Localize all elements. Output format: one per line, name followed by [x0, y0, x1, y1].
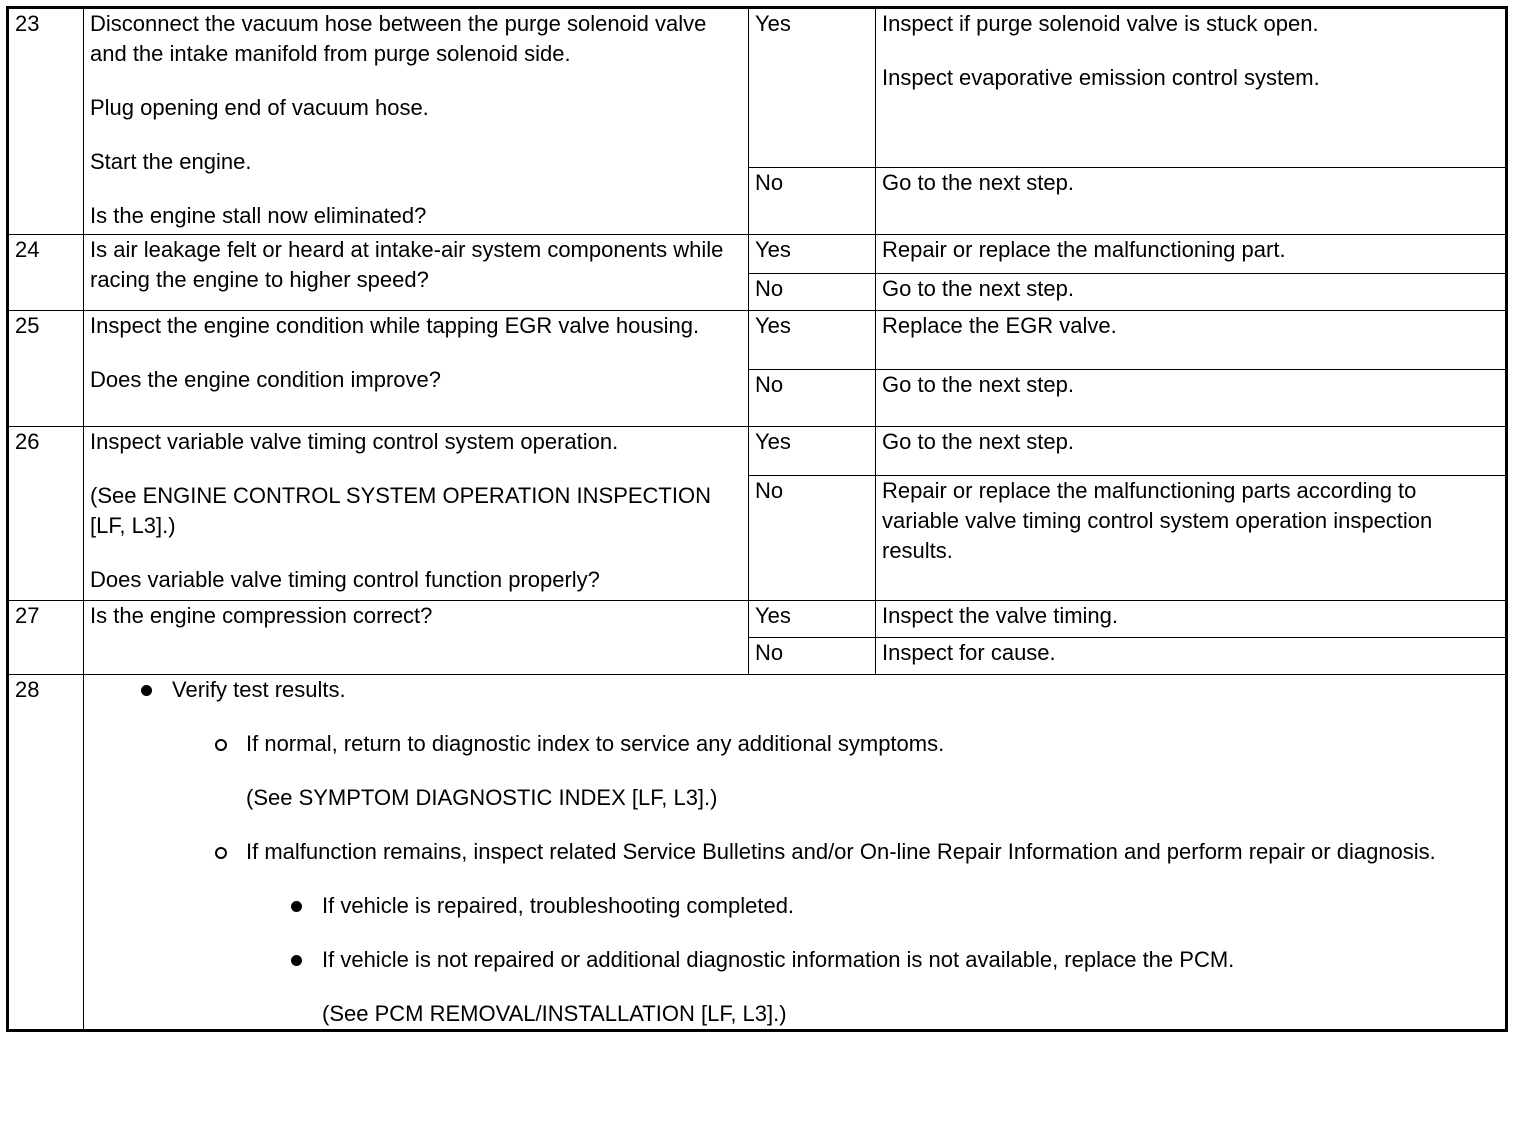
answer-no: No — [749, 168, 876, 235]
action-yes — [876, 311, 1507, 370]
question-text: Does variable valve timing control function properly? — [90, 567, 600, 592]
list-item — [90, 729, 1499, 813]
normal-text: If normal, return to diagnostic index to service any additional symptoms. — [246, 731, 945, 756]
action-no — [876, 370, 1507, 427]
list-item — [90, 837, 1499, 867]
action-yes — [876, 601, 1507, 638]
action-text: Repair or replace the malfunctioning part. — [882, 237, 1286, 262]
action-no — [876, 168, 1507, 235]
step-number: 24 — [8, 235, 84, 311]
diagnostic-table — [6, 6, 1508, 1032]
normal-reference: (See SYMPTOM DIAGNOSTIC INDEX [LF, L3].) — [246, 785, 718, 810]
step-question — [84, 427, 749, 601]
step-number: 23 — [8, 8, 84, 235]
table-row — [8, 311, 1507, 370]
action-text: Go to the next step. — [882, 429, 1075, 454]
circle-bullet-icon — [215, 739, 227, 751]
answer-no: No — [749, 638, 876, 675]
action-text: Inspect evaporative emission control system. — [882, 65, 1320, 90]
question-text: Inspect variable valve timing control system operation. — [90, 429, 619, 454]
list-item — [90, 675, 1499, 705]
question-text: Disconnect the vacuum hose between the purge solenoid valve and the intake manifold from purge solenoid side. — [90, 11, 707, 66]
circle-bullet-icon — [215, 847, 227, 859]
verify-text: Verify test results. — [172, 677, 346, 702]
answer-yes: Yes — [749, 311, 876, 370]
answer-no: No — [749, 476, 876, 601]
action-text: Inspect for cause. — [882, 640, 1056, 665]
step-question — [84, 8, 749, 235]
table-row — [8, 427, 1507, 476]
step-question — [84, 235, 749, 311]
action-text: Go to the next step. — [882, 276, 1075, 301]
question-text: Is the engine compression correct? — [90, 603, 433, 628]
step-number: 25 — [8, 311, 84, 427]
answer-no: No — [749, 274, 876, 311]
question-text: Is air leakage felt or heard at intake-air system components while racing the engine to higher speed? — [90, 237, 724, 292]
answer-yes: Yes — [749, 427, 876, 476]
action-text: Repair or replace the malfunctioning parts according to variable valve timing control system operation inspection results. — [882, 478, 1433, 563]
action-text: Go to the next step. — [882, 170, 1075, 195]
question-text: Start the engine. — [90, 149, 252, 174]
pcm-reference: (See PCM REMOVAL/INSTALLATION [LF, L3].) — [322, 1001, 787, 1026]
answer-yes: Yes — [749, 601, 876, 638]
question-text: Inspect the engine condition while tapping EGR valve housing. — [90, 313, 700, 338]
answer-no: No — [749, 370, 876, 427]
step-number: 27 — [8, 601, 84, 675]
bullet-icon — [291, 901, 302, 912]
answer-yes: Yes — [749, 235, 876, 274]
question-text: (See ENGINE CONTROL SYSTEM OPERATION INSPECTION [LF, L3].) — [90, 483, 711, 538]
list-item — [90, 891, 1499, 921]
action-no — [876, 638, 1507, 675]
step-question — [84, 601, 749, 675]
action-yes — [876, 427, 1507, 476]
action-text: Inspect the valve timing. — [882, 603, 1119, 628]
bullet-icon — [141, 685, 152, 696]
action-yes — [876, 8, 1507, 168]
action-no — [876, 476, 1507, 601]
step-number: 28 — [8, 675, 84, 1031]
table-row — [8, 601, 1507, 638]
final-step-content — [84, 675, 1507, 1031]
remains-text: If malfunction remains, inspect related Service Bulletins and/or On-line Repair Information and perform repair or diagnosis. — [246, 839, 1436, 864]
table-row — [8, 675, 1507, 1031]
list-item — [90, 945, 1499, 1029]
step-number: 26 — [8, 427, 84, 601]
action-text: Inspect if purge solenoid valve is stuck open. — [882, 11, 1319, 36]
answer-yes: Yes — [749, 8, 876, 168]
question-text: Does the engine condition improve? — [90, 367, 442, 392]
action-no — [876, 274, 1507, 311]
question-text: Plug opening end of vacuum hose. — [90, 95, 429, 120]
verify-list — [90, 675, 1499, 1029]
action-yes — [876, 235, 1507, 274]
action-text: Go to the next step. — [882, 372, 1075, 397]
repaired-text: If vehicle is repaired, troubleshooting completed. — [322, 893, 795, 918]
bullet-icon — [291, 955, 302, 966]
question-text: Is the engine stall now eliminated? — [90, 203, 427, 228]
action-text: Replace the EGR valve. — [882, 313, 1117, 338]
not-repaired-text: If vehicle is not repaired or additional diagnostic information is not available, replace the PCM. — [322, 947, 1235, 972]
step-question — [84, 311, 749, 427]
table-row — [8, 8, 1507, 168]
table-row — [8, 235, 1507, 274]
